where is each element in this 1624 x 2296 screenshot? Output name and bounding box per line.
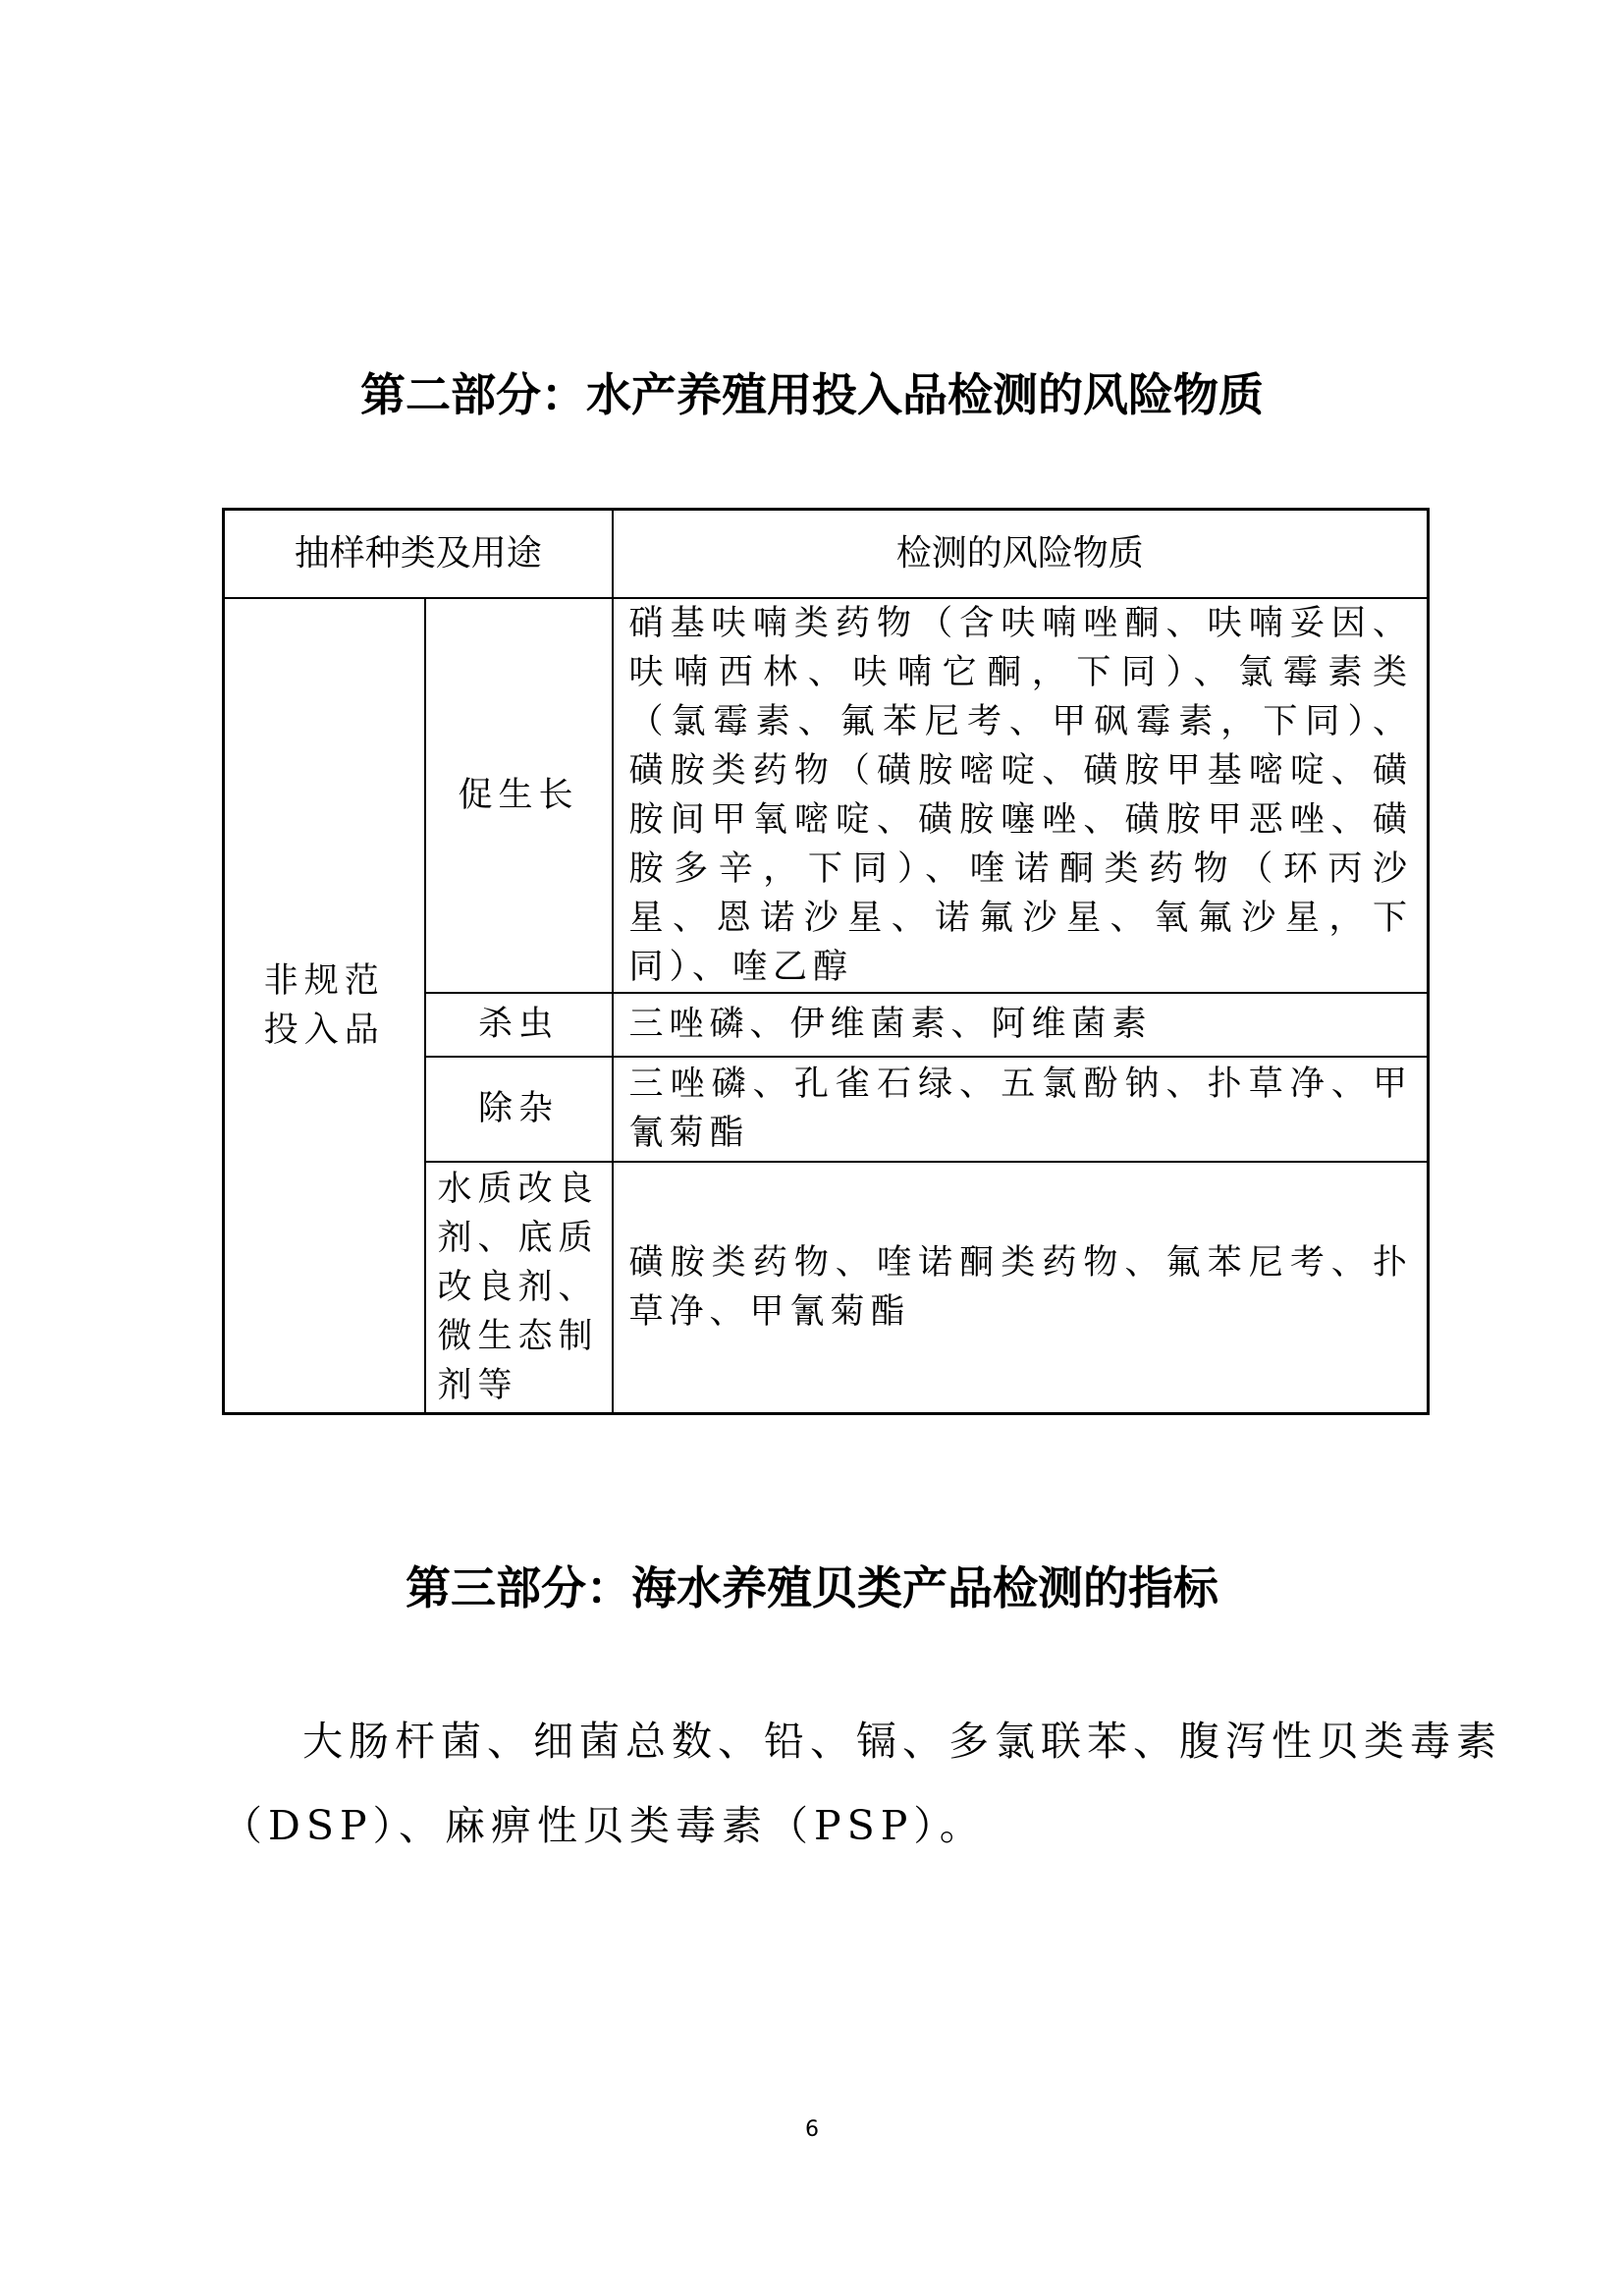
section-2-title: 第二部分：水产养殖用投入品检测的风险物质 <box>360 368 1264 421</box>
table-header-row <box>224 510 1429 598</box>
use-cell: 除杂 <box>425 1057 613 1162</box>
substances-cell: 三唑磷、孔雀石绿、五氯酚钠、扑草净、甲氰菊酯 <box>613 1057 1429 1162</box>
indicators-paragraph-line-1: 大肠杆菌、细菌总数、铅、镉、多氯联苯、腹泻性贝类毒素 <box>302 1718 1502 1765</box>
page-number: 6 <box>805 2117 819 2142</box>
section-3-title: 第三部分：海水养殖贝类产品检测的指标 <box>406 1561 1218 1614</box>
risk-substances-table <box>222 508 1430 1415</box>
header-risk-substances: 检测的风险物质 <box>613 510 1429 598</box>
header-sample-type: 抽样种类及用途 <box>224 510 613 598</box>
substances-cell: 磺胺类药物、喹诺酮类药物、氟苯尼考、扑草净、甲氰菊酯 <box>613 1162 1429 1414</box>
category-cell: 非规范投入品 <box>224 598 425 1414</box>
use-cell: 杀虫 <box>425 993 613 1057</box>
table-row <box>224 598 1429 993</box>
use-cell: 水质改良剂、底质改良剂、微生态制剂等 <box>425 1162 613 1414</box>
indicators-paragraph-line-2: （DSP）、麻痹性贝类毒素（PSP）。 <box>222 1802 986 1849</box>
use-cell: 促生长 <box>425 598 613 993</box>
substances-cell: 硝基呋喃类药物（含呋喃唑酮、呋喃妥因、呋喃西林、呋喃它酮，下同）、氯霉素类（氯霉素、氟苯尼考、甲砜霉素，下同）、磺胺类药物（磺胺嘧啶、磺胺甲基嘧啶、磺胺间甲氧嘧啶、磺胺噻唑、磺胺甲恶唑、磺胺多辛，下同）、喹诺酮类药物（环丙沙星、恩诺沙星、诺氟沙星、氧氟沙星，下同）、喹乙醇 <box>613 598 1429 993</box>
substances-cell: 三唑磷、伊维菌素、阿维菌素 <box>613 993 1429 1057</box>
